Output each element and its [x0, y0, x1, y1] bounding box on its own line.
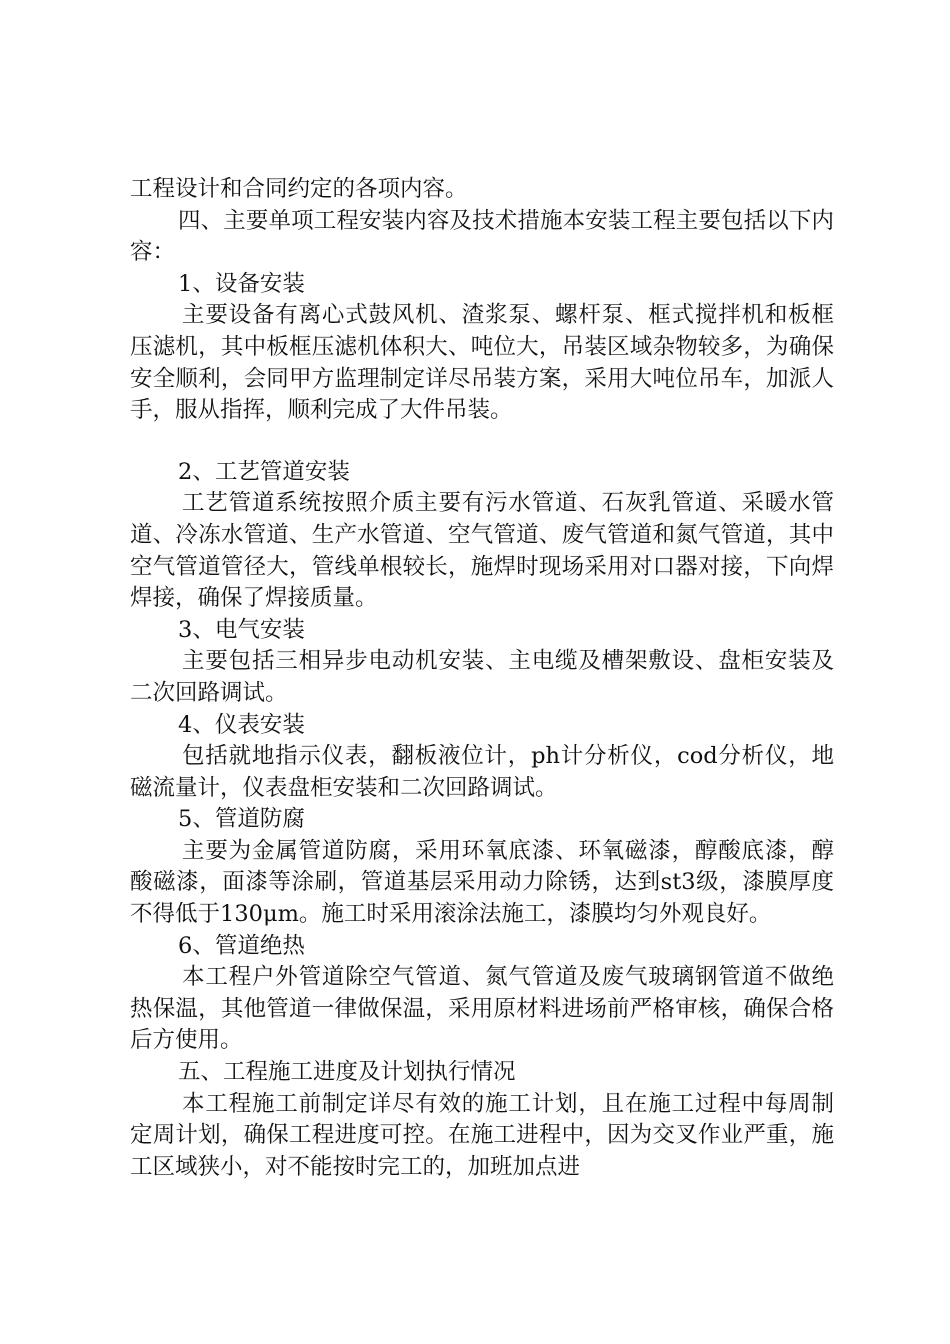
- paragraph-spacer: [130, 427, 834, 457]
- paragraph-equipment-installation: 主要设备有离心式鼓风机、渣浆泵、螺杆泵、框式搅拌机和板框压滤机，其中板框压滤机体积大、吨位大，吊装区域杂物较多，为确保安全顺利，会同甲方监理制定详尽吊装方案，采用大吨位吊车，加派人手，服从指挥，顺利完成了大件吊装。: [130, 302, 834, 424]
- subheading-pipe-insulation: 6、管道绝热: [178, 932, 305, 959]
- paragraph-process-piping: 工艺管道系统按照介质主要有污水管道、石灰乳管道、采暖水管道、冷冻水管道、生产水管道、空气管道、废气管道和氮气管道，其中空气管道管径大，管线单根较长，施焊时现场采用对口器对接，下向焊焊接，确保了焊接质量。: [130, 490, 834, 612]
- paragraph-schedule-execution: 本工程施工前制定详尽有效的施工计划，且在施工过程中每周制定周计划，确保工程进度可控。在施工进程中，因为交叉作业严重，施工区域狭小，对不能按时完工的，加班加点进: [130, 1090, 834, 1180]
- subheading-equipment-installation: 1、设备安装: [178, 270, 305, 297]
- paragraph-intro-continuation: 工程设计和合同约定的各项内容。: [130, 176, 468, 202]
- paragraph-instrument-installation: 包括就地指示仪表，翻板液位计，ph计分析仪，cod分析仪，地磁流量计，仪表盘柜安装和二次回路调试。: [130, 743, 834, 801]
- paragraph-pipe-insulation: 本工程户外管道除空气管道、氮气管道及废气玻璃钢管道不做绝热保温，其他管道一律做保温，采用原材料进场前严格审核，确保合格后方使用。: [130, 964, 834, 1054]
- subheading-instrument-installation: 4、仪表安装: [178, 711, 305, 738]
- document-body: [130, 174, 834, 1183]
- subheading-process-piping: 2、工艺管道安装: [178, 458, 350, 485]
- paragraph-electrical-installation: 主要包括三相异步电动机安装、主电缆及槽架敷设、盘柜安装及二次回路调试。: [130, 648, 834, 706]
- section-heading-five: 五、工程施工进度及计划执行情况: [178, 1059, 516, 1086]
- section-heading-four: 四、主要单项工程安装内容及技术措施本安装工程主要包括以下内容：: [130, 207, 834, 266]
- paragraph-pipe-anticorrosion: 主要为金属管道防腐，采用环氧底漆、环氧磁漆，醇酸底漆，醇酸磁漆，面漆等涂刷，管道基层采用动力除锈，达到st3级，漆膜厚度不得低于130μm。施工时采用滚涂法施工，漆膜均匀外观良好。: [130, 837, 834, 928]
- subheading-electrical-installation: 3、电气安装: [178, 616, 305, 643]
- subheading-pipe-anticorrosion: 5、管道防腐: [178, 806, 305, 833]
